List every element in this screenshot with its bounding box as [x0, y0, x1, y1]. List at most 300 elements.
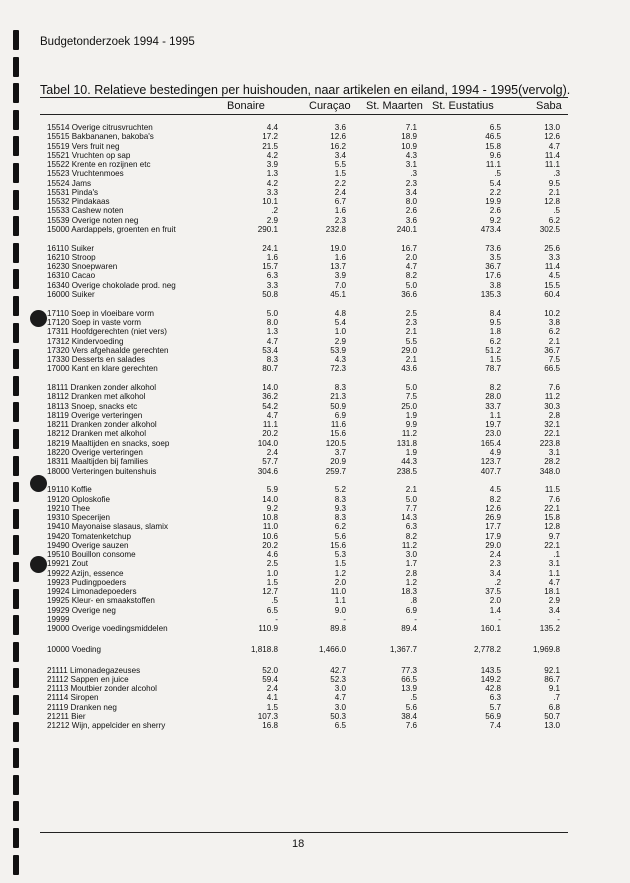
cell-value: .5	[271, 596, 278, 606]
row-label: 21211 Bier	[47, 711, 86, 721]
cell-value: 92.1	[544, 665, 560, 675]
cell-value: 15.8	[485, 141, 501, 151]
cell-value: 11.2	[401, 429, 417, 439]
cell-value: 3.9	[266, 160, 278, 170]
row-label: 17312 Kindervoeding	[47, 336, 124, 346]
cell-value: 44.3	[401, 457, 417, 467]
row-label: 15522 Krente en rozijnen etc	[47, 160, 151, 170]
cell-value: 3.4	[548, 605, 560, 615]
cell-value: 2.3	[405, 318, 417, 328]
cell-value: 6.5	[266, 605, 278, 615]
row-label: 19420 Tomatenketchup	[47, 531, 131, 541]
cell-value: .5	[553, 206, 560, 216]
table-row	[0, 132, 630, 141]
cell-value: 32.1	[544, 420, 560, 430]
cell-value: 20.9	[330, 457, 346, 467]
cell-value: 1.6	[334, 206, 346, 216]
binder-mark	[13, 801, 19, 821]
cell-value: 1.9	[405, 448, 417, 457]
cell-value: 6.8	[548, 702, 560, 712]
cell-value: 45.1	[330, 290, 346, 300]
cell-value: 78.7	[485, 364, 501, 374]
table-row	[0, 327, 630, 336]
cell-value: 2.6	[405, 206, 417, 216]
cell-value: 7.5	[548, 355, 560, 365]
row-label: 16310 Cacao	[47, 271, 96, 281]
cell-value: 23.0	[485, 429, 501, 439]
cell-value: 19.9	[485, 197, 501, 207]
cell-value: 11.1	[262, 420, 278, 430]
row-label: 15514 Overige citrusvruchten	[47, 123, 153, 132]
cell-value: 2.8	[548, 410, 560, 420]
table-row	[0, 216, 630, 225]
row-label: 15519 Vers fruit neg	[47, 141, 120, 151]
cell-value: 3.0	[334, 702, 346, 712]
cell-value: 1.2	[334, 568, 346, 578]
cell-value: 3.6	[405, 215, 417, 225]
cell-value: 6.2	[548, 327, 560, 337]
cell-value: 19.0	[330, 243, 346, 253]
table-row	[0, 587, 630, 596]
row-label: 21113 Moutbier zonder alcohol	[47, 684, 157, 694]
cell-value: 4.7	[548, 141, 560, 151]
cell-value: 2.2	[489, 187, 501, 197]
table-row	[0, 160, 630, 169]
cell-value: 24.1	[262, 243, 278, 253]
cell-value: 2.2	[334, 178, 346, 188]
cell-value: 1.7	[405, 559, 417, 569]
cell-value: 9.1	[548, 684, 560, 694]
table-row	[0, 439, 630, 448]
cell-value: 1.5	[334, 559, 346, 569]
cell-value: 3.0	[405, 550, 417, 560]
table-row	[0, 206, 630, 215]
table-row	[0, 271, 630, 280]
row-label: 15531 Pinda's	[47, 187, 99, 197]
cell-value: 20.2	[262, 429, 278, 439]
row-label: 18211 Dranken zonder alkohol	[47, 420, 157, 430]
cell-value: 8.3	[334, 494, 346, 504]
row-label: 18000 Verteringen buitenshuis	[47, 466, 157, 476]
cell-value: 54.2	[262, 401, 278, 411]
cell-value: 3.4	[405, 187, 417, 197]
cell-value: 10.8	[262, 513, 278, 523]
binder-mark	[13, 855, 19, 875]
cell-value: 11.2	[401, 540, 417, 550]
table-row	[0, 309, 630, 318]
row-label: 18220 Overige verteringen	[47, 448, 143, 457]
cell-value: 8.0	[266, 318, 278, 328]
row-label: 19923 Pudingpoeders	[47, 577, 127, 587]
cell-value: 28.0	[485, 392, 501, 402]
cell-value: .2	[271, 206, 278, 216]
cell-value: 3.4	[334, 150, 346, 160]
table-row	[0, 550, 630, 559]
cell-value: 11.1	[544, 160, 560, 170]
cell-value: 16.2	[330, 141, 346, 151]
table-row	[0, 495, 630, 504]
table-row	[0, 383, 630, 392]
cell-value: 21.3	[330, 392, 346, 402]
cell-value: 12.6	[330, 132, 346, 142]
row-label: 16000 Suiker	[47, 290, 95, 300]
cell-value: 36.7	[485, 262, 501, 272]
table-row	[0, 262, 630, 271]
row-label: 19000 Overige voedingsmiddelen	[47, 624, 168, 634]
cell-value: 51.2	[485, 345, 501, 355]
cell-value: 11.0	[262, 522, 278, 532]
cell-value: 42.8	[485, 684, 501, 694]
cell-value: 11.2	[544, 392, 560, 402]
table-row	[0, 504, 630, 513]
table-row	[0, 142, 630, 151]
binder-mark	[13, 30, 19, 50]
cell-value: 11.5	[544, 485, 560, 495]
cell-value: 2.1	[405, 355, 417, 365]
cell-value: 4.3	[405, 150, 417, 160]
table-row	[0, 402, 630, 411]
cell-value: 10.2	[544, 308, 560, 318]
cell-value: 22.1	[544, 540, 560, 550]
cell-value: 7.7	[405, 503, 417, 513]
table-row	[0, 513, 630, 522]
row-label: 15532 Pindakaas	[47, 197, 110, 207]
cell-value: 2.1	[405, 485, 417, 495]
cell-value: 2.9	[266, 215, 278, 225]
binder-mark	[13, 775, 19, 795]
cell-value: 16.7	[401, 243, 417, 253]
cell-value: 3.4	[489, 568, 501, 578]
cell-value: 107.3	[257, 711, 278, 721]
row-label: 19921 Zout	[47, 559, 88, 569]
table-row	[0, 712, 630, 721]
table-row	[0, 420, 630, 429]
row-label: 18219 Maaltijden en snacks, soep	[47, 438, 170, 448]
cell-value: 1,367.7	[389, 645, 417, 655]
cell-value: 13.9	[401, 684, 417, 694]
cell-value: 5.0	[405, 383, 417, 393]
row-label: 18119 Overige verteringen	[47, 410, 143, 420]
cell-value: 348.0	[539, 466, 560, 476]
cell-value: 57.7	[262, 457, 278, 467]
cell-value: 6.2	[334, 522, 346, 532]
cell-value: 15.6	[330, 540, 346, 550]
cell-value: 135.2	[539, 624, 560, 634]
cell-value: 238.5	[396, 466, 417, 476]
cell-value: .3	[553, 169, 560, 179]
cell-value: 36.7	[544, 345, 560, 355]
cell-value: 135.3	[480, 290, 501, 300]
cell-value: 17.7	[485, 522, 501, 532]
cell-value: 9.5	[548, 178, 560, 188]
table-row	[0, 318, 630, 327]
row-label: 21111 Limonadegazeuses	[47, 665, 141, 675]
table-row	[0, 411, 630, 420]
row-label: 10000 Voeding	[47, 645, 102, 655]
cell-value: 5.0	[405, 494, 417, 504]
cell-value: 1,466.0	[318, 645, 346, 655]
cell-value: 89.4	[401, 624, 417, 634]
table-row	[0, 569, 630, 578]
cell-value: .1	[553, 550, 560, 560]
cell-value: 5.6	[405, 702, 417, 712]
cell-value: 8.2	[489, 383, 501, 393]
row-label: 21112 Sappen en juice	[47, 674, 129, 684]
cell-value: 1.4	[489, 605, 501, 615]
row-label: 18311 Maaltijden bij families	[47, 457, 149, 467]
cell-value: 11.6	[330, 420, 346, 430]
row-label: 18112 Dranken met alkohol	[47, 392, 146, 402]
cell-value: 223.8	[539, 438, 560, 448]
table-row	[0, 244, 630, 253]
cell-value: 3.3	[266, 187, 278, 197]
cell-value: 29.0	[401, 345, 417, 355]
table-row	[0, 281, 630, 290]
cell-value: 17.2	[262, 132, 278, 142]
row-label: 15533 Cashew noten	[47, 206, 124, 216]
cell-value: 1.3	[266, 327, 278, 337]
group-spacer	[0, 656, 630, 666]
row-label: 19929 Overige neg	[47, 605, 116, 615]
table-row	[0, 392, 630, 401]
cell-value: 123.7	[480, 457, 501, 467]
cell-value: 9.7	[548, 531, 560, 541]
cell-value: 2.4	[489, 550, 501, 560]
cell-value: 6.3	[489, 693, 501, 703]
row-label: 19120 Oploskofie	[47, 494, 110, 504]
col-header-bonaire: Bonaire	[227, 100, 265, 112]
cell-value: 50.7	[544, 711, 560, 721]
cell-value: 21.5	[262, 141, 278, 151]
cell-value: 1.6	[334, 252, 346, 262]
cell-value: -	[275, 615, 278, 625]
cell-value: 8.3	[334, 383, 346, 393]
cell-value: 3.6	[334, 123, 346, 132]
cell-value: 8.3	[266, 355, 278, 365]
table-row	[0, 225, 630, 234]
cell-value: 29.0	[485, 540, 501, 550]
cell-value: 18.1	[544, 587, 560, 597]
cell-value: 10.6	[262, 531, 278, 541]
table-row	[0, 188, 630, 197]
row-label: 16340 Overige chokolade prod. neg	[47, 280, 176, 290]
cell-value: 3.1	[548, 559, 560, 569]
cell-value: 4.1	[266, 693, 278, 703]
cell-value: 6.3	[405, 522, 417, 532]
cell-value: 11.0	[330, 587, 346, 597]
cell-value: -	[557, 615, 560, 625]
cell-value: 28.2	[544, 457, 560, 467]
cell-value: 9.2	[266, 503, 278, 513]
cell-value: 5.0	[405, 280, 417, 290]
table-row	[0, 675, 630, 684]
cell-value: 1.1	[548, 568, 560, 578]
cell-value: 7.6	[548, 494, 560, 504]
row-label: 19410 Mayonaise slasaus, slamix	[47, 522, 169, 532]
cell-value: 4.5	[489, 485, 501, 495]
col-header-st-eustatius: St. Eustatius	[432, 100, 494, 112]
cell-value: 4.3	[334, 355, 346, 365]
cell-value: 46.5	[485, 132, 501, 142]
cell-value: 5.5	[334, 160, 346, 170]
cell-value: 36.6	[401, 290, 417, 300]
cell-value: 3.3	[266, 280, 278, 290]
cell-value: 1.1	[489, 410, 501, 420]
cell-value: 5.9	[266, 485, 278, 495]
cell-value: 1.5	[266, 702, 278, 712]
cell-value: 12.8	[544, 522, 560, 532]
running-header: Budgetonderzoek 1994 - 1995	[40, 36, 195, 48]
cell-value: 15.6	[330, 429, 346, 439]
cell-value: 10.9	[401, 141, 417, 151]
table-row	[0, 448, 630, 457]
cell-value: 19.7	[485, 420, 501, 430]
table-row	[0, 721, 630, 730]
row-label: 15524 Jams	[47, 178, 92, 188]
cell-value: 2.0	[489, 596, 501, 606]
cell-value: 60.4	[544, 290, 560, 300]
table-row	[0, 596, 630, 605]
table-row	[0, 197, 630, 206]
cell-value: 6.7	[334, 197, 346, 207]
cell-value: 407.7	[480, 466, 501, 476]
row-label: 17120 Soep in vaste vorm	[47, 318, 142, 328]
cell-value: 4.8	[334, 308, 346, 318]
cell-value: 9.5	[489, 318, 501, 328]
cell-value: 7.4	[489, 721, 501, 731]
cell-value: .2	[494, 577, 501, 587]
cell-value: 5.0	[266, 308, 278, 318]
cell-value: 6.5	[334, 721, 346, 731]
cell-value: 1.3	[266, 169, 278, 179]
cell-value: 4.9	[489, 448, 501, 457]
cell-value: 2.5	[405, 308, 417, 318]
table-row	[0, 703, 630, 712]
col-header-saba: Saba	[536, 100, 562, 112]
cell-value: 3.9	[334, 271, 346, 281]
cell-value: 2,778.2	[473, 645, 501, 655]
table-row	[0, 485, 630, 494]
page-number: 18	[292, 838, 305, 850]
cell-value: 2.9	[334, 336, 346, 346]
table-row	[0, 541, 630, 550]
cell-value: .5	[494, 169, 501, 179]
table-row	[0, 290, 630, 299]
cell-value: 80.7	[262, 364, 278, 374]
cell-value: 89.8	[330, 624, 346, 634]
row-label: 19490 Overige sauzen	[47, 540, 129, 550]
row-label: 16210 Stroop	[47, 252, 96, 262]
group-spacer	[0, 374, 630, 384]
cell-value: 36.2	[262, 392, 278, 402]
cell-value: 13.0	[544, 721, 560, 731]
cell-value: 7.6	[548, 383, 560, 393]
cell-value: 240.1	[396, 224, 417, 234]
cell-value: 8.2	[489, 494, 501, 504]
cell-value: 3.1	[548, 448, 560, 457]
row-label: 15000 Aardappels, groenten en fruit	[47, 224, 176, 234]
cell-value: 25.0	[401, 401, 417, 411]
cell-value: 2.1	[405, 327, 417, 337]
row-label: 21119 Dranken neg	[47, 702, 117, 712]
col-header-curacao: Curaçao	[309, 100, 351, 112]
cell-value: 14.0	[262, 494, 278, 504]
cell-value: 15.7	[262, 262, 278, 272]
cell-value: 104.0	[257, 438, 278, 448]
cell-value: 5.3	[334, 550, 346, 560]
cell-value: 4.7	[334, 693, 346, 703]
cell-value: 2.0	[334, 577, 346, 587]
cell-value: 4.7	[266, 336, 278, 346]
table-row	[0, 606, 630, 615]
cell-value: 25.6	[544, 243, 560, 253]
cell-value: 4.2	[266, 178, 278, 188]
cell-value: 1.5	[334, 169, 346, 179]
cell-value: 232.8	[325, 224, 346, 234]
cell-value: 7.6	[405, 721, 417, 731]
cell-value: .7	[553, 693, 560, 703]
row-label: 16230 Snoepwaren	[47, 262, 118, 272]
cell-value: 1.9	[405, 410, 417, 420]
cell-value: 110.9	[258, 624, 278, 634]
footer-rule	[40, 832, 568, 833]
row-label: 15539 Overige noten neg	[47, 215, 139, 225]
cell-value: 12.6	[485, 503, 501, 513]
row-label: 18212 Dranken met alkohol	[47, 429, 146, 439]
cell-value: 5.4	[334, 318, 346, 328]
row-label: 17320 Vers afgehaalde gerechten	[47, 345, 169, 355]
cell-value: 53.4	[262, 345, 278, 355]
cell-value: 59.4	[262, 674, 278, 684]
cell-value: 13.7	[330, 262, 346, 272]
row-label: 19924 Limonadepoeders	[47, 587, 137, 597]
row-label: 17000 Kant en klare gerechten	[47, 364, 158, 374]
cell-value: 15.8	[544, 513, 560, 523]
cell-value: 6.2	[548, 215, 560, 225]
cell-value: 1,969.8	[532, 645, 560, 655]
cell-value: 2.6	[489, 206, 501, 216]
cell-value: 86.7	[544, 674, 560, 684]
table-row	[0, 364, 630, 373]
cell-value: 9.9	[405, 420, 417, 430]
table-row	[0, 123, 630, 132]
cell-value: 13.0	[544, 123, 560, 132]
group-spacer	[0, 234, 630, 244]
row-label: 17330 Desserts en salades	[47, 355, 146, 365]
cell-value: 4.7	[405, 262, 417, 272]
cell-value: 1,818.8	[250, 645, 278, 655]
cell-value: 302.5	[539, 224, 560, 234]
cell-value: 77.3	[401, 665, 417, 675]
cell-value: 1.5	[489, 355, 501, 365]
cell-value: 9.6	[489, 150, 501, 160]
row-label: 15521 Vruchten op sap	[47, 150, 131, 160]
cell-value: 290.1	[257, 224, 278, 234]
table-row	[0, 559, 630, 568]
row-label: 19922 Azijn, essence	[47, 568, 124, 578]
table-row	[0, 355, 630, 364]
table-row	[0, 429, 630, 438]
cell-value: 4.6	[266, 550, 278, 560]
table-row	[0, 666, 630, 675]
cell-value: 2.1	[548, 187, 560, 197]
table-title: Tabel 10. Relatieve bestedingen per huishouden, naar artikelen en eiland, 1994 - 1995(vervolg).	[40, 83, 571, 97]
row-label: 17311 Hoofdgerechten (niet vers)	[47, 327, 167, 337]
cell-value: 149.2	[480, 674, 501, 684]
cell-value: 1.0	[334, 327, 346, 337]
cell-value: .5	[410, 693, 417, 703]
row-label: 19925 Kleur- en smaakstoffen	[47, 596, 155, 606]
